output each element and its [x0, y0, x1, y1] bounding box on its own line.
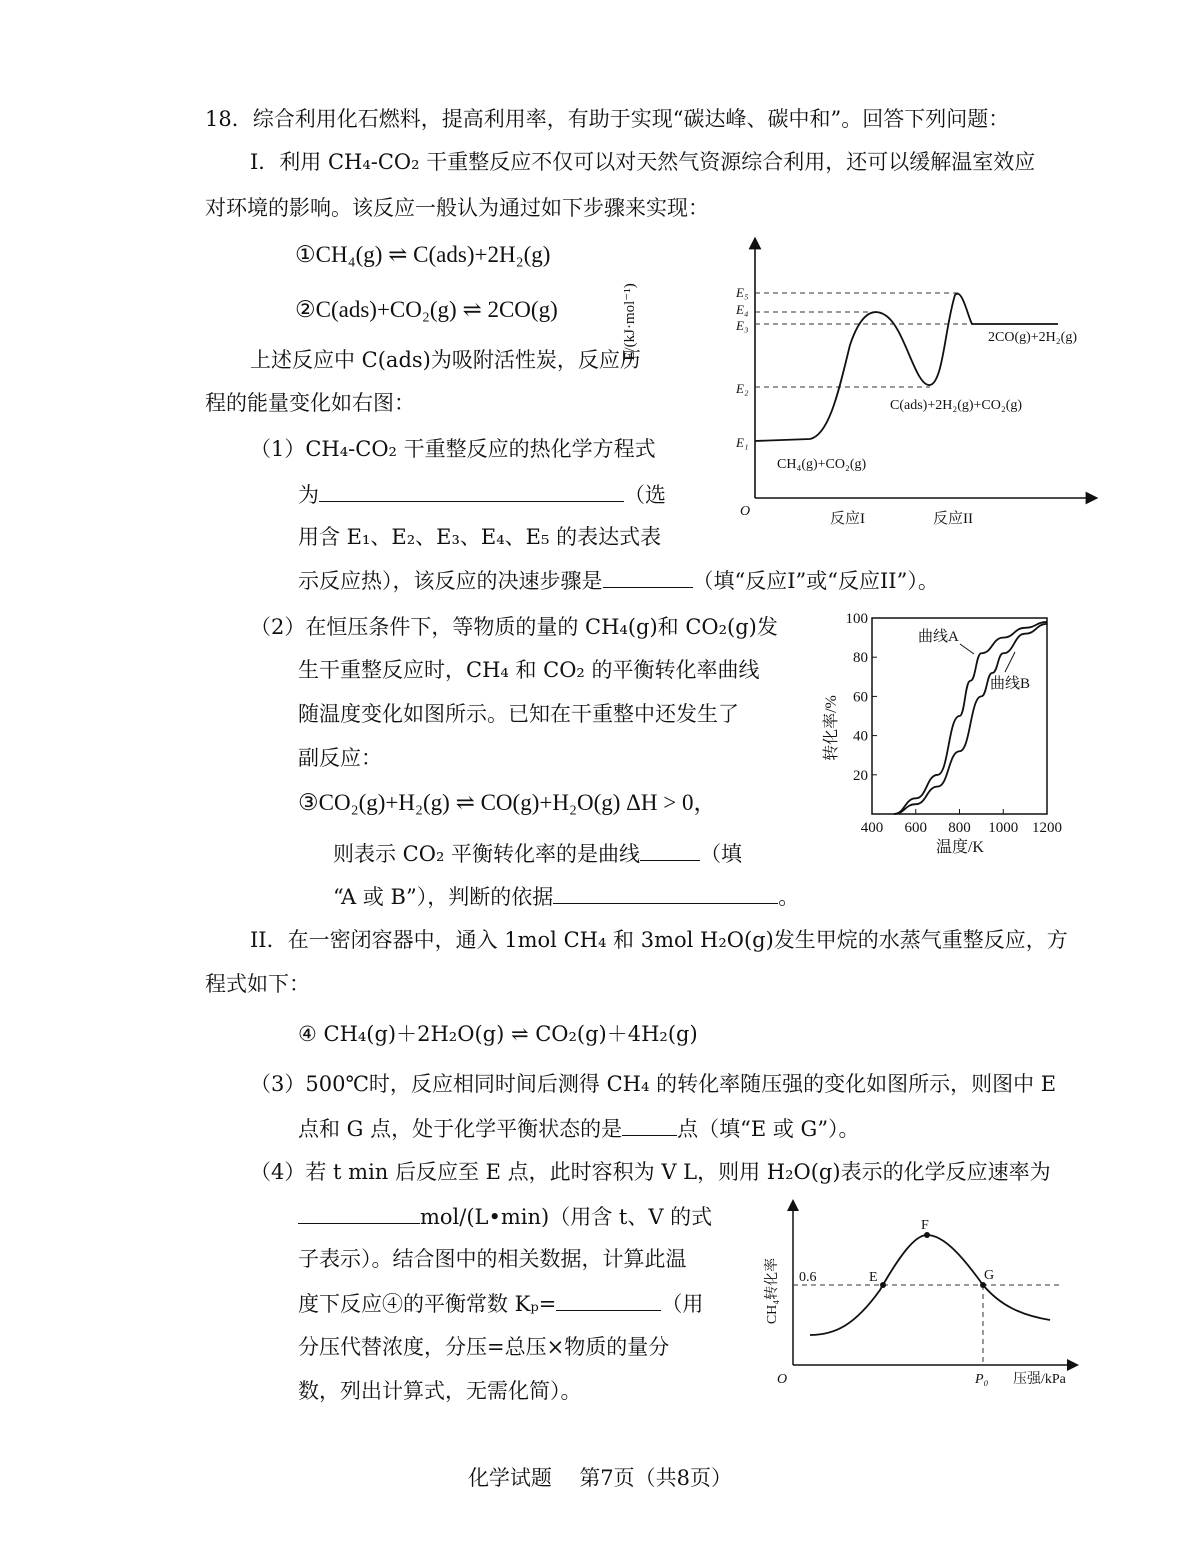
answer-blank-q3-point[interactable] — [622, 1113, 677, 1136]
ytick-label: 100 — [845, 611, 868, 627]
q2-line-6-tail: （填 — [700, 842, 743, 866]
answer-blank-q1-step[interactable] — [603, 565, 693, 588]
chart3-xlabel: 压强/kPa — [1013, 1372, 1066, 1387]
q4-line-2-tail: mol/(L•min)（用含 t、V 的式 — [420, 1205, 713, 1229]
q2-line-7-tail: 。 — [778, 885, 800, 909]
chart3-origin: O — [777, 1372, 788, 1387]
series-a-label: 曲线A — [918, 629, 959, 645]
part1-intro-2: 对环境的影响。该反应一般认为通过如下步骤来实现： — [205, 196, 709, 220]
q2-line-1: （2）在恒压条件下，等物质的量的 CH₄(g)和 CO₂(g)发 — [250, 615, 778, 639]
energy-profile-diagram — [622, 235, 1110, 535]
q4-line-5: 分压代替浓度，分压=总压×物质的量分 — [298, 1335, 670, 1359]
ytick-label: 40 — [853, 728, 868, 745]
xtick-label: 1200 — [1032, 820, 1062, 836]
q2-line-7-lead: “A 或 B”），判断的依据 — [333, 885, 554, 909]
xtick-reaction-2: 反应II — [933, 511, 973, 527]
footer-subject: 化学试题 — [467, 1466, 552, 1490]
xtick-label: 1000 — [988, 820, 1019, 836]
reaction-step-1: ①CH₄(g) ⇌ C(ads)+2H₂(g) — [295, 242, 551, 267]
q1-line-4-tail: （填“反应I”或“反应II”）。 — [692, 569, 939, 593]
q4-line-6: 数，列出计算式，无需化简）。 — [298, 1379, 582, 1403]
answer-blank-q4-kp[interactable] — [556, 1288, 661, 1311]
q1-line-3: 用含 E₁、E₂、E₃、E₄、E₅ 的表达式表 — [298, 525, 662, 549]
reaction-step-4: ④ CH₄(g)＋2H₂O(g) ⇌ CO₂(g)＋4H₂(g) — [298, 1022, 698, 1046]
series-a-line — [894, 622, 1047, 814]
conversion-temperature-chart — [810, 600, 1080, 865]
q1-line-4-lead: 示反应热），该反应的决速步骤是 — [298, 569, 603, 593]
ytick-label: 20 — [853, 767, 868, 784]
energy-profile-curve — [755, 294, 1058, 441]
chart3-ylabel: CH₄转化率 — [765, 1257, 780, 1325]
q4-line-4 — [298, 1288, 703, 1319]
q1-line-1: （1）CH₄-CO₂ 干重整反应的热化学方程式 — [250, 437, 656, 461]
point-e-label: E — [869, 1270, 878, 1285]
q4-line-1: （4）若 t min 后反应至 E 点，此时容积为 V L，则用 H₂O(g)表示的化学反应速率为 — [250, 1160, 1051, 1184]
xtick-label: 800 — [948, 820, 971, 836]
level-e2: E₂ — [736, 381, 749, 396]
part2-intro-1: II．在一密闭容器中，通入 1mol CH₄ 和 3mol H₂O(g)发生甲烷的水蒸气重整反应，方 — [250, 928, 1068, 952]
series-a-leader — [960, 644, 974, 654]
level-e3: E₃ — [736, 318, 749, 333]
q1-line-2-lead: 为 — [298, 483, 319, 507]
q1-line-4 — [298, 565, 939, 596]
ytick-label: 80 — [853, 650, 868, 667]
answer-blank-q2-reason[interactable] — [553, 881, 778, 904]
part1-intro-1: I．利用 CH₄-CO₂ 干重整反应不仅可以对天然气资源综合利用，还可以缓解温室效应 — [250, 150, 1036, 174]
q3-line-1: （3）500℃时，反应相同时间后测得 CH₄ 的转化率随压强的变化如图所示，则图中 E — [250, 1072, 1057, 1096]
xtick-label: 600 — [904, 820, 927, 836]
q2-line-7 — [333, 881, 799, 912]
energy-origin: O — [740, 504, 751, 519]
answer-blank-q1-equation[interactable] — [319, 479, 624, 502]
xtick-reaction-1: 反应I — [830, 511, 865, 527]
q1-line-2 — [298, 479, 666, 510]
point-e — [880, 1282, 886, 1288]
chart2-xlabel: 温度/K — [935, 839, 985, 856]
part1-note-1: 上述反应中 C(ads)为吸附活性炭，反应历 — [250, 348, 641, 372]
xtick-label: 400 — [860, 820, 884, 836]
label-products: 2CO(g)+2H₂(g) — [988, 330, 1077, 345]
level-e1: E₁ — [736, 435, 749, 450]
q3-line-2-tail: 点（填“E 或 G”）。 — [677, 1117, 860, 1141]
q4-line-4-lead: 度下反应④的平衡常数 Kₚ= — [298, 1292, 557, 1316]
level-e4: E₄ — [736, 302, 749, 317]
q3-line-2-lead: 点和 G 点，处于化学平衡状态的是 — [298, 1117, 623, 1141]
reference-value-label: 0.6 — [799, 1270, 817, 1285]
q2-line-4: 副反应： — [298, 746, 382, 770]
label-reactants: CH₄(g)+CO₂(g) — [777, 457, 867, 472]
chart2-ylabel: 转化率/% — [823, 695, 840, 761]
label-intermediate: C(ads)+2H₂(g)+CO₂(g) — [890, 398, 1023, 413]
ytick-label: 60 — [853, 689, 868, 706]
part1-note-2: 程的能量变化如右图： — [205, 391, 415, 415]
series-b-label: 曲线B — [990, 676, 1031, 692]
part2-intro-2: 程式如下： — [205, 972, 310, 996]
q2-line-6 — [333, 838, 742, 869]
conversion-pressure-chart — [755, 1195, 1090, 1395]
q4-line-3: 子表示）。结合图中的相关数据，计算此温 — [298, 1247, 687, 1271]
level-e5: E₅ — [736, 285, 749, 300]
q4-line-2 — [298, 1201, 712, 1232]
q18-title: 18．综合利用化石燃料，提高利用率，有助于实现“碳达峰、碳中和”。回答下列问题： — [205, 107, 1010, 131]
page-footer — [0, 1462, 1200, 1492]
answer-blank-q4-rate[interactable] — [298, 1201, 420, 1224]
q1-line-2-tail: （选 — [624, 483, 666, 507]
q2-line-2: 生干重整反应时，CH₄ 和 CO₂ 的平衡转化率曲线 — [298, 658, 760, 682]
answer-blank-q2-curve[interactable] — [640, 838, 700, 861]
series-b-line — [894, 624, 1047, 814]
energy-y-label: E/(kJ·mol⁻¹) — [622, 283, 638, 361]
q2-line-6-lead: 则表示 CO₂ 平衡转化率的是曲线 — [333, 842, 641, 866]
q4-line-4-tail: （用 — [661, 1292, 704, 1316]
q3-line-2 — [298, 1113, 860, 1144]
reaction-step-3: ③CO₂(g)+H₂(g) ⇌ CO(g)+H₂O(g) ΔH > 0， — [298, 790, 717, 815]
series-b-leader — [1005, 652, 1015, 672]
point-f-label: F — [921, 1218, 929, 1233]
q2-line-3: 随温度变化如图所示。已知在干重整中还发生了 — [298, 702, 739, 726]
footer-page: 第7页（共8页） — [579, 1466, 733, 1490]
point-g-label: G — [984, 1268, 995, 1283]
p0-label: P₀ — [975, 1372, 989, 1387]
reaction-step-2: ②C(ads)+CO₂(g) ⇌ 2CO(g) — [295, 297, 558, 322]
